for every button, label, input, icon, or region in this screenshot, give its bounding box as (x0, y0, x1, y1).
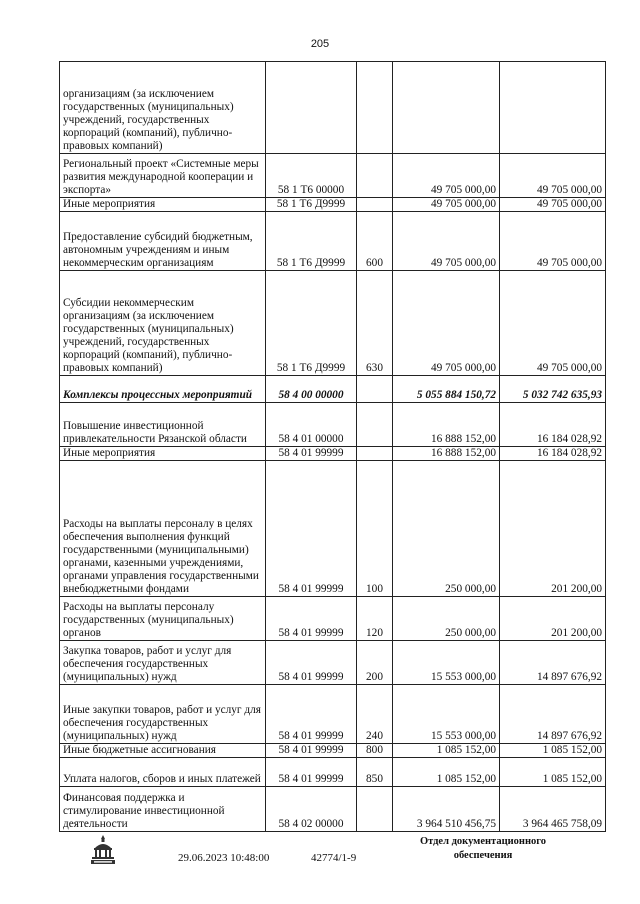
table-row (60, 685, 606, 744)
row-type-cell (357, 154, 393, 198)
row-type-cell (357, 376, 393, 403)
row-code-cell (266, 62, 357, 154)
table-row (60, 461, 606, 597)
row-code-cell: 58 1 Т6 00000 (266, 154, 357, 198)
row-name-cell: Финансовая поддержка и стимулирование инвестиционной деятельности (60, 787, 266, 832)
row-amount2-cell: 3 964 465 758,09 (500, 787, 606, 832)
row-name-cell: Расходы на выплаты персоналу в целях обеспечения выполнения функций государственными (муниципальными) органами, казенными учреждениями, органами управления государственными внебюджетными фондами (60, 461, 266, 597)
table-row (60, 62, 606, 154)
footer-doc-number: 42774/1-9 (311, 852, 357, 864)
row-name-cell: Иные бюджетные ассигнования (60, 744, 266, 758)
row-name-cell: Предоставление субсидий бюджетным, автономным учреждениям и иным некоммерческим организациям (60, 212, 266, 271)
row-amount1-cell: 1 085 152,00 (393, 744, 500, 758)
row-amount1-cell: 16 888 152,00 (393, 447, 500, 461)
footer-department-line1: Отдел документационного (419, 836, 547, 847)
row-amount2-cell: 1 085 152,00 (500, 744, 606, 758)
row-type-cell: 850 (357, 758, 393, 787)
row-amount2-cell: 201 200,00 (500, 461, 606, 597)
row-amount2-cell: 49 705 000,00 (500, 212, 606, 271)
table-row (60, 787, 606, 832)
row-type-cell: 240 (357, 685, 393, 744)
row-type-cell: 600 (357, 212, 393, 271)
table-row (60, 744, 606, 758)
footer-department-line2: обеспечения (453, 850, 513, 861)
row-code-cell: 58 4 01 00000 (266, 403, 357, 447)
table-row (60, 447, 606, 461)
row-code-cell: 58 1 Т6 Д9999 (266, 212, 357, 271)
row-code-cell: 58 4 01 99999 (266, 744, 357, 758)
row-code-cell: 58 4 01 99999 (266, 461, 357, 597)
row-amount2-cell (500, 62, 606, 154)
row-code-cell: 58 1 Т6 Д9999 (266, 198, 357, 212)
row-type-cell: 100 (357, 461, 393, 597)
row-amount2-cell: 14 897 676,92 (500, 641, 606, 685)
row-amount1-cell: 3 964 510 456,75 (393, 787, 500, 832)
row-amount1-cell: 49 705 000,00 (393, 271, 500, 376)
table-row (60, 154, 606, 198)
table-row (60, 403, 606, 447)
row-type-cell (357, 787, 393, 832)
footer-datetime: 29.06.2023 10:48:00 (178, 852, 270, 864)
row-type-cell (357, 198, 393, 212)
duma-emblem-icon (86, 832, 120, 866)
row-amount1-cell: 250 000,00 (393, 597, 500, 641)
row-amount2-cell: 49 705 000,00 (500, 198, 606, 212)
budget-table (59, 61, 606, 832)
table-row (60, 198, 606, 212)
table-row (60, 758, 606, 787)
row-type-cell (357, 403, 393, 447)
row-amount2-cell: 1 085 152,00 (500, 758, 606, 787)
row-code-cell: 58 4 01 99999 (266, 758, 357, 787)
row-amount2-cell: 5 032 742 635,93 (500, 376, 606, 403)
row-code-cell: 58 4 00 00000 (266, 376, 357, 403)
row-type-cell (357, 447, 393, 461)
row-name-cell: Повышение инвестиционной привлекательности Рязанской области (60, 403, 266, 447)
row-name-cell: Закупка товаров, работ и услуг для обеспечения государственных (муниципальных) нужд (60, 641, 266, 685)
row-amount2-cell: 49 705 000,00 (500, 271, 606, 376)
row-amount2-cell: 16 184 028,92 (500, 447, 606, 461)
row-name-cell: Комплексы процессных мероприятий (60, 376, 266, 403)
row-name-cell: Иные закупки товаров, работ и услуг для обеспечения государственных (муниципальных) нужд (60, 685, 266, 744)
row-amount2-cell: 16 184 028,92 (500, 403, 606, 447)
row-name-cell: Иные мероприятия (60, 447, 266, 461)
row-name-cell: Уплата налогов, сборов и иных платежей (60, 758, 266, 787)
row-code-cell: 58 4 01 99999 (266, 685, 357, 744)
row-amount1-cell: 15 553 000,00 (393, 685, 500, 744)
row-name-cell: Расходы на выплаты персоналу государственных (муниципальных) органов (60, 597, 266, 641)
row-type-cell: 800 (357, 744, 393, 758)
table-row (60, 597, 606, 641)
row-amount1-cell: 1 085 152,00 (393, 758, 500, 787)
table-row (60, 212, 606, 271)
row-code-cell: 58 4 01 99999 (266, 597, 357, 641)
row-amount1-cell: 49 705 000,00 (393, 212, 500, 271)
budget-table-body (60, 62, 606, 832)
row-type-cell: 200 (357, 641, 393, 685)
row-amount2-cell: 14 897 676,92 (500, 685, 606, 744)
row-code-cell: 58 4 01 99999 (266, 447, 357, 461)
row-name-cell: организациям (за исключением государственных (муниципальных) учреждений, государственных корпораций (компаний), публично-правовых компаний) (60, 62, 266, 154)
row-amount1-cell: 49 705 000,00 (393, 198, 500, 212)
row-amount2-cell: 201 200,00 (500, 597, 606, 641)
table-row (60, 271, 606, 376)
row-type-cell: 120 (357, 597, 393, 641)
row-name-cell: Региональный проект «Системные меры развития международной кооперации и экспорта» (60, 154, 266, 198)
row-type-cell (357, 62, 393, 154)
row-name-cell: Иные мероприятия (60, 198, 266, 212)
page-number: 205 (310, 38, 330, 50)
table-row (60, 376, 606, 403)
row-amount1-cell: 49 705 000,00 (393, 154, 500, 198)
row-name-cell: Субсидии некоммерческим организациям (за исключением государственных (муниципальных) учреждений, государственных корпораций (компаний), публично-правовых компаний) (60, 271, 266, 376)
row-amount1-cell: 15 553 000,00 (393, 641, 500, 685)
row-amount1-cell: 16 888 152,00 (393, 403, 500, 447)
row-amount1-cell: 250 000,00 (393, 461, 500, 597)
row-amount2-cell: 49 705 000,00 (500, 154, 606, 198)
row-code-cell: 58 4 01 99999 (266, 641, 357, 685)
row-amount1-cell (393, 62, 500, 154)
footer-department (398, 835, 568, 863)
row-code-cell: 58 1 Т6 Д9999 (266, 271, 357, 376)
row-code-cell: 58 4 02 00000 (266, 787, 357, 832)
row-amount1-cell: 5 055 884 150,72 (393, 376, 500, 403)
table-row (60, 641, 606, 685)
row-type-cell: 630 (357, 271, 393, 376)
